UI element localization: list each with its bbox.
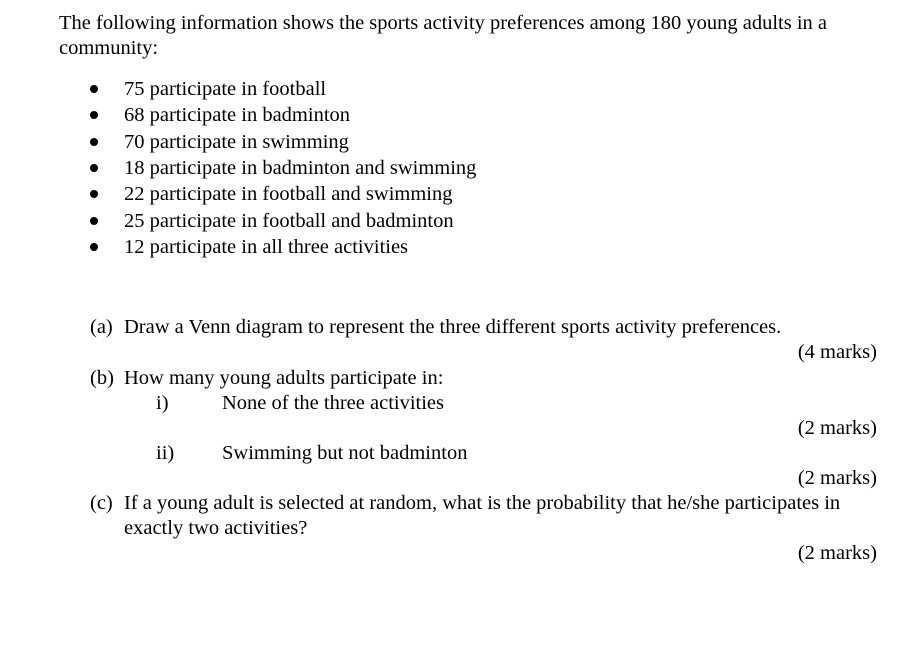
list-item-text: 25 participate in football and badminton (124, 210, 454, 232)
sub-question-text: None of the three activities (222, 392, 444, 414)
question-c-marks: (2 marks) (797, 542, 877, 564)
sub-question-number: ii) (156, 442, 175, 464)
question-b-label: (b) (90, 367, 114, 389)
bullet-dot-icon (90, 243, 98, 251)
list-item-text: 70 participate in swimming (124, 131, 349, 153)
intro-line-1: The following information shows the sports activity preferences among 180 young adults in a (59, 12, 828, 34)
bullet-dot-icon (90, 190, 98, 198)
question-a-label: (a) (90, 316, 113, 338)
list-item-text: 22 participate in football and swimming (124, 183, 453, 205)
list-item-text: 18 participate in badminton and swimming (124, 157, 477, 179)
bullet-dot-icon (90, 138, 98, 146)
intro-line-2: community: (59, 37, 159, 59)
sub-question-number: i) (156, 392, 169, 414)
question-a-marks: (4 marks) (797, 341, 877, 363)
bullet-dot-icon (90, 217, 98, 225)
bullet-dot-icon (90, 164, 98, 172)
question-b-text: How many young adults participate in: (124, 367, 444, 389)
question-c-text-line-1: If a young adult is selected at random, what is the probability that he/she participates in (124, 492, 841, 514)
sub-question-text: Swimming but not badminton (222, 442, 468, 464)
list-item-text: 12 participate in all three activities (124, 236, 409, 258)
question-c-label: (c) (90, 492, 113, 514)
list-item-text: 75 participate in football (124, 78, 327, 100)
list-item-text: 68 participate in badminton (124, 104, 351, 126)
bullet-dot-icon (90, 85, 98, 93)
bullet-dot-icon (90, 111, 98, 119)
question-c-text-line-2: exactly two activities? (124, 517, 308, 539)
sub-question-marks: (2 marks) (797, 467, 877, 489)
question-a-text: Draw a Venn diagram to represent the three different sports activity preferences. (124, 316, 782, 338)
sub-question-marks: (2 marks) (797, 417, 877, 439)
